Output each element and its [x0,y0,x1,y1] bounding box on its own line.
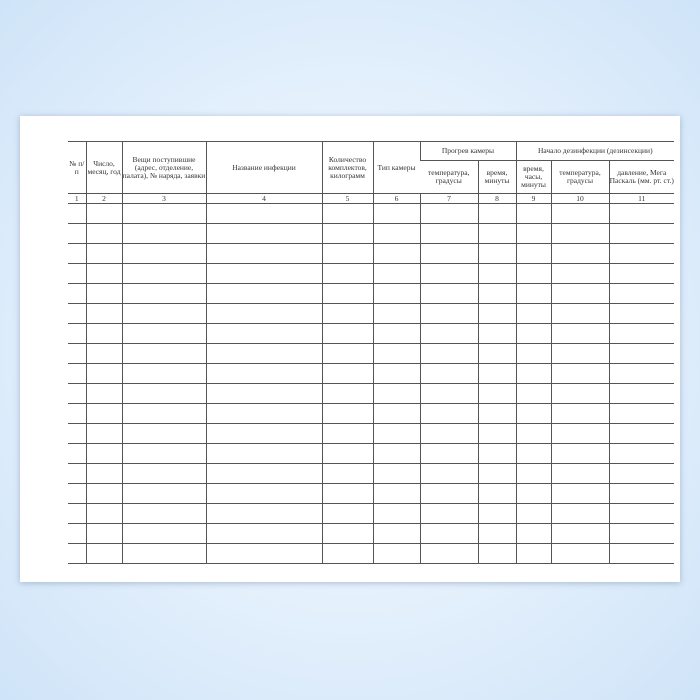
table-cell [373,404,420,424]
table-cell [516,224,551,244]
table-cell [322,244,373,264]
table-cell [86,244,122,264]
table-cell [68,364,86,384]
table-cell [86,504,122,524]
table-cell [609,204,674,224]
table-cell [206,244,322,264]
table-row [68,544,674,564]
table-cell [478,444,516,464]
table-cell [516,204,551,224]
table-cell [478,544,516,564]
header-disinfection-temperature: температура, градусы [551,161,609,194]
table-cell [609,464,674,484]
table-cell [206,404,322,424]
table-cell [68,404,86,424]
header-date: Число, месяц, год [86,142,122,194]
table-cell [86,424,122,444]
table-cell [420,524,478,544]
table-cell [206,324,322,344]
table-cell [478,304,516,324]
table-row [68,484,674,504]
table-cell [478,344,516,364]
table-cell [86,384,122,404]
table-cell [322,204,373,224]
table-cell [322,264,373,284]
table-cell [373,444,420,464]
table-cell [373,204,420,224]
table-cell [206,484,322,504]
table-cell [551,524,609,544]
table-row [68,324,674,344]
table-cell [516,384,551,404]
table-cell [86,364,122,384]
column-number: 1 [68,194,86,204]
table-cell [420,404,478,424]
table-cell [516,504,551,524]
table-cell [609,484,674,504]
disinfection-journal-table [68,141,674,564]
table-cell [122,484,206,504]
table-cell [516,404,551,424]
header-chamber-type: Тип камеры [373,142,420,194]
table-row [68,304,674,324]
table-cell [516,524,551,544]
table-cell [322,324,373,344]
table-cell [420,264,478,284]
table-cell [420,504,478,524]
table-cell [551,384,609,404]
table-cell [609,524,674,544]
table-cell [206,464,322,484]
header-row-number: № п/п [68,142,86,194]
table-cell [68,324,86,344]
table-cell [478,244,516,264]
table-cell [478,284,516,304]
table-cell [206,224,322,244]
column-number: 6 [373,194,420,204]
table-cell [516,484,551,504]
table-cell [122,344,206,364]
table-cell [68,524,86,544]
table-cell [86,464,122,484]
table-cell [122,244,206,264]
header-disinfection-pressure: давление, Мега Паскаль (мм. рт. ст.) [609,161,674,194]
table-cell [373,384,420,404]
table-cell [122,324,206,344]
table-cell [373,224,420,244]
table-cell [516,264,551,284]
table-cell [122,224,206,244]
table-cell [516,344,551,364]
table-cell [322,364,373,384]
header-heating-time: время, минуты [478,161,516,194]
header-items-received: Вещи поступившие (адрес, отделение, палата), № наряда, заявки [122,142,206,194]
table-cell [373,244,420,264]
table-cell [516,544,551,564]
table-cell [122,284,206,304]
table-cell [122,424,206,444]
table-cell [420,304,478,324]
table-row [68,464,674,484]
table-cell [420,284,478,304]
table-cell [373,524,420,544]
table-cell [609,364,674,384]
table-cell [68,504,86,524]
table-cell [478,524,516,544]
table-cell [609,324,674,344]
table-cell [68,384,86,404]
table-cell [322,284,373,304]
table-cell [373,324,420,344]
table-cell [206,204,322,224]
table-row [68,344,674,364]
table-cell [551,324,609,344]
table-cell [68,284,86,304]
table-row [68,224,674,244]
table-cell [420,244,478,264]
table-cell [609,244,674,264]
table-cell [609,424,674,444]
table-cell [609,264,674,284]
journal-body [68,204,674,564]
column-number: 7 [420,194,478,204]
table-cell [68,344,86,364]
table-cell [609,304,674,324]
table-cell [122,444,206,464]
table-cell [68,204,86,224]
table-cell [86,484,122,504]
table-cell [420,224,478,244]
header-infection-name: Название инфекции [206,142,322,194]
table-cell [322,344,373,364]
table-cell [122,544,206,564]
table-cell [86,204,122,224]
table-cell [478,324,516,344]
table-cell [206,264,322,284]
table-cell [206,284,322,304]
table-row [68,364,674,384]
table-cell [68,264,86,284]
table-cell [478,424,516,444]
table-cell [122,524,206,544]
table-cell [420,344,478,364]
table-cell [478,384,516,404]
table-cell [86,444,122,464]
table-cell [86,324,122,344]
table-cell [609,444,674,464]
table-cell [206,424,322,444]
table-row [68,504,674,524]
table-cell [478,484,516,504]
table-cell [373,364,420,384]
table-cell [373,284,420,304]
table-cell [516,304,551,324]
table-cell [478,464,516,484]
table-cell [478,404,516,424]
table-cell [609,544,674,564]
table-cell [206,364,322,384]
column-number: 11 [609,194,674,204]
table-cell [206,304,322,324]
table-cell [68,244,86,264]
table-cell [551,444,609,464]
table-cell [609,344,674,364]
column-number: 10 [551,194,609,204]
table-cell [86,264,122,284]
column-number-row [68,194,674,204]
column-number: 5 [322,194,373,204]
table-cell [609,384,674,404]
table-row [68,384,674,404]
table-cell [516,364,551,384]
table-cell [373,464,420,484]
table-cell [122,204,206,224]
table-cell [420,204,478,224]
table-cell [68,224,86,244]
table-cell [206,544,322,564]
table-cell [322,444,373,464]
table-cell [122,384,206,404]
table-cell [86,524,122,544]
table-cell [322,304,373,324]
table-cell [551,284,609,304]
table-cell [516,444,551,464]
column-number: 4 [206,194,322,204]
table-cell [68,484,86,504]
journal-sheet [20,116,680,582]
table-row [68,424,674,444]
table-cell [322,524,373,544]
header-quantity: Количество комплектов, килограмм [322,142,373,194]
table-cell [551,404,609,424]
table-cell [86,344,122,364]
table-cell [322,384,373,404]
header-group-chamber-heating: Прогрев камеры [420,142,516,161]
column-number: 9 [516,194,551,204]
table-cell [373,544,420,564]
table-cell [206,504,322,524]
table-row [68,524,674,544]
table-cell [68,444,86,464]
table-row [68,404,674,424]
table-cell [478,204,516,224]
table-cell [609,224,674,244]
table-cell [322,424,373,444]
table-cell [420,384,478,404]
table-cell [373,504,420,524]
table-cell [206,384,322,404]
table-cell [609,504,674,524]
column-number: 8 [478,194,516,204]
table-cell [322,404,373,424]
table-cell [86,404,122,424]
table-cell [322,504,373,524]
table-cell [551,244,609,264]
table-cell [122,264,206,284]
table-cell [420,364,478,384]
table-cell [122,304,206,324]
table-cell [420,484,478,504]
table-cell [420,324,478,344]
table-cell [478,504,516,524]
table-cell [516,244,551,264]
table-cell [122,464,206,484]
table-cell [86,304,122,324]
table-cell [373,344,420,364]
table-cell [206,344,322,364]
table-cell [68,304,86,324]
column-number: 3 [122,194,206,204]
table-cell [373,424,420,444]
table-cell [322,484,373,504]
table-cell [609,284,674,304]
table-cell [206,524,322,544]
table-cell [373,304,420,324]
table-cell [551,304,609,324]
table-cell [206,444,322,464]
table-cell [68,464,86,484]
table-cell [86,544,122,564]
table-cell [420,424,478,444]
table-cell [478,264,516,284]
table-cell [68,544,86,564]
header-group-disinfection-start: Начало дезинфекции (дезинсекции) [516,142,674,161]
table-cell [516,324,551,344]
table-cell [122,364,206,384]
table-cell [551,224,609,244]
table-cell [420,444,478,464]
column-number: 2 [86,194,122,204]
table-cell [551,464,609,484]
table-row [68,244,674,264]
table-cell [551,344,609,364]
table-cell [551,264,609,284]
header-disinfection-time: время, часы, минуты [516,161,551,194]
table-cell [516,424,551,444]
table-cell [551,484,609,504]
table-cell [478,224,516,244]
table-cell [373,264,420,284]
table-cell [322,224,373,244]
table-cell [551,544,609,564]
table-cell [322,464,373,484]
table-cell [86,284,122,304]
table-cell [478,364,516,384]
table-row [68,204,674,224]
table-cell [322,544,373,564]
table-cell [373,484,420,504]
table-cell [551,504,609,524]
table-cell [551,424,609,444]
table-cell [122,404,206,424]
table-cell [516,464,551,484]
header-heating-temperature: температура, градусы [428,168,470,185]
table-row [68,444,674,464]
table-cell [609,404,674,424]
table-cell [516,284,551,304]
table-cell [68,424,86,444]
table-row [68,264,674,284]
table-cell [551,204,609,224]
table-cell [551,364,609,384]
table-cell [86,224,122,244]
table-cell [122,504,206,524]
table-cell [420,544,478,564]
table-cell [420,464,478,484]
table-row [68,284,674,304]
